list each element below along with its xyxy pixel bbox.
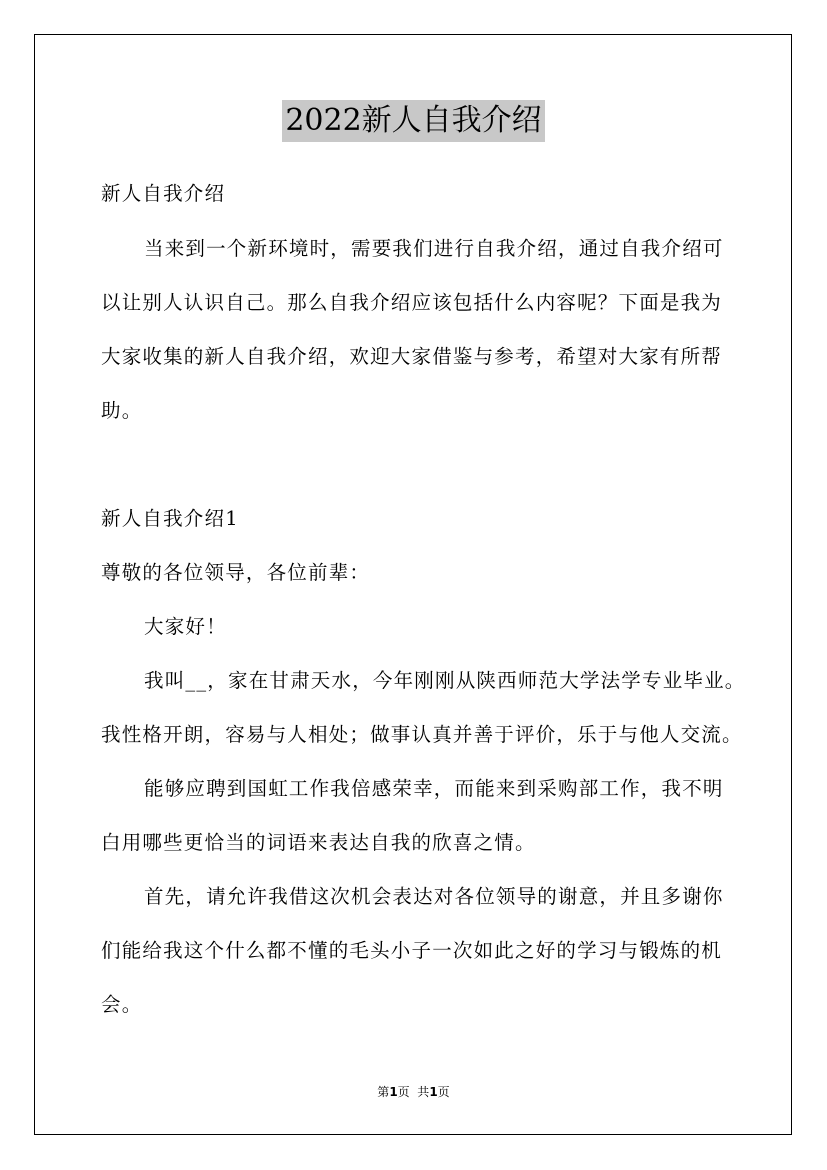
footer-page-mid: 页 共 xyxy=(397,1085,430,1099)
paragraph-line: 首先，请允许我借这次机会表达对各位领导的谢意，并且多谢你 xyxy=(144,885,724,908)
document-title: 2022新人自我介绍 xyxy=(282,100,544,142)
greeting-line: 大家好！ xyxy=(144,615,227,638)
section-heading: 新人自我介绍 xyxy=(101,182,226,205)
paragraph-line: 会。 xyxy=(101,993,143,1016)
salutation-line: 尊敬的各位领导，各位前辈： xyxy=(101,561,371,584)
footer-page-suffix: 页 xyxy=(437,1085,450,1099)
paragraph-line: 白用哪些更恰当的词语来表达自我的欣喜之情。 xyxy=(101,831,536,854)
paragraph-line: 大家收集的新人自我介绍，欢迎大家借鉴与参考，希望对大家有所帮 xyxy=(101,345,723,368)
footer-page-total: 1 xyxy=(429,1085,438,1099)
paragraph-line: 能够应聘到国虹工作我倍感荣幸，而能来到采购部工作，我不明 xyxy=(144,777,724,800)
paragraph-line: 我性格开朗，容易与人相处；做事认真并善于评价，乐于与他人交流。 xyxy=(101,723,743,746)
page-footer xyxy=(0,1084,827,1100)
footer-page-prefix: 第 xyxy=(377,1085,390,1099)
footer-page-number: 1 xyxy=(389,1085,398,1099)
paragraph-line: 助。 xyxy=(101,399,143,422)
paragraph-line: 当来到一个新环境时，需要我们进行自我介绍，通过自我介绍可 xyxy=(144,237,724,260)
paragraph-line: 以让别人认识自己。那么自我介绍应该包括什么内容呢？下面是我为 xyxy=(101,291,723,314)
paragraph-line: 我叫__，家在甘肃天水，今年刚刚从陕西师范大学法学专业毕业。 xyxy=(144,669,746,692)
title-container xyxy=(0,100,827,142)
section-heading: 新人自我介绍1 xyxy=(101,507,239,530)
paragraph-line: 们能给我这个什么都不懂的毛头小子一次如此之好的学习与锻炼的机 xyxy=(101,939,723,962)
